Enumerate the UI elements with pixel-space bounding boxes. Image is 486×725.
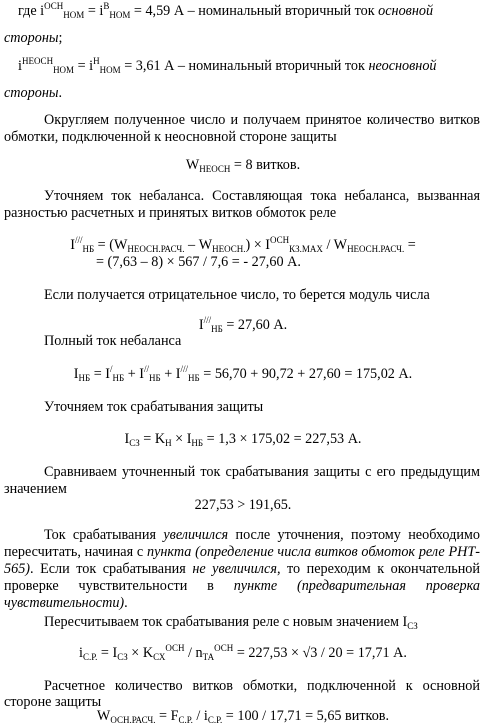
text: – W [184,237,213,253]
text: пересчитать, начиная с [4,544,147,560]
formula-w-aux [0,157,486,174]
paragraph-recalc-line2 [4,544,480,561]
paragraph-modulus: Если получается отрицательное число, то берется модуль числа [44,287,430,303]
formula-relay-trip [0,645,486,662]
text: проверке чувствительности в [4,578,234,594]
paragraph-trip-current: Уточняем ток срабатывания защиты [44,399,264,415]
subscript: КЗ.MAX [289,244,323,254]
paragraph-unbalance-line1: Уточняем ток небаланса. Составляющая тока небаланса, вызванная [44,188,480,204]
superscript: /// [203,315,212,325]
text: / W [322,237,348,253]
italic-text: увеличился [163,527,229,543]
subscript: С.Р. [207,715,223,725]
subscript: СЗ [407,621,418,631]
italic-text: стороны [4,85,59,101]
text: i [79,645,83,661]
subscript: С.Р. [82,652,98,662]
text: W [96,708,111,724]
paragraph-relay-trip [44,614,418,631]
text: / n [184,645,203,661]
paragraph-recalc-line3 [4,561,480,578]
text: = I [97,645,118,661]
text: = 100 / 17,71 = 5,65 витков. [222,708,390,724]
subscript: НЕОСН [199,164,231,174]
formula-unbalance-value: = (7,63 – 8) × 567 / 7,6 = - 27,60 А. [96,254,301,270]
text: , то переходим к окончательной [276,561,480,577]
text: = 4,59 А – номинальный вторичный ток [130,3,379,19]
subscript: НБ [78,373,91,383]
subscript: НБ [188,373,200,383]
line-side-aux [4,85,62,102]
line-nominal-current-main [18,3,433,20]
paragraph-compare-line2: значением [4,481,67,497]
text: . [124,595,128,611]
text: + I [124,366,145,382]
subscript: СХ [153,652,166,662]
superscript: В [103,1,110,11]
superscript: / [110,364,113,374]
text: I [124,431,130,447]
superscript: Н [93,56,100,66]
text: = 3,61 А – номинальный вторичный ток [120,58,369,74]
subscript: Н [165,438,172,448]
text: I [198,317,204,333]
italic-text: пункте (предварительная проверка [233,578,480,594]
subscript: НЕОСН. [212,244,246,254]
formula-compare: 227,53 > 191,65. [194,497,292,513]
subscript: НБ [149,373,161,383]
text: = K [139,431,166,447]
subscript: НОМ [109,10,131,20]
superscript: /// [180,364,189,374]
italic-text: неосновной [368,58,437,74]
subscript: НЕОСН.РАСЧ. [127,244,185,254]
superscript: /// [74,235,83,245]
text: . Если ток срабатывания [30,561,193,577]
italic-text: пункта (определение числа витков обмоток реле РНТ- [146,544,480,560]
text: = 227,53 × √3 / 20 = 17,71 А. [233,645,407,661]
subscript: НЕОСН.РАСЧ. [347,244,405,254]
italic-text: стороны [4,30,59,46]
italic-text: чувствительности) [4,595,125,611]
superscript: // [144,364,150,374]
text: = 1,3 × 175,02 = 227,53 А. [203,431,362,447]
superscript: НЕОСН [21,56,54,66]
paragraph-full-unbalance: Полный ток небаланса [44,333,182,349]
text: I [70,237,75,253]
formula-turns-main [0,708,486,725]
subscript: ТА [202,652,215,662]
italic-text: не увеличился [192,561,277,577]
text: = (W [94,237,128,253]
formula-unbalance-abs [0,317,486,334]
paragraph-compare-line1: Сравниваем уточненный ток срабатывания защиты с его предыдущим [44,464,480,480]
paragraph-round-line1: Округляем полученное число и получаем принятое количество витков [44,112,480,128]
subscript: НОМ [53,65,75,75]
text: ; [58,30,63,46]
text: = i [74,58,94,74]
subscript: НБ [191,438,204,448]
subscript: ОСН.РАСЧ. [110,715,156,725]
paragraph-recalc-line4 [4,578,480,595]
text: = 8 витков. [230,157,301,173]
text: / i [192,708,208,724]
superscript: ОСН [44,1,64,11]
text: W [185,157,200,173]
italic-text: основной [378,3,434,19]
text: = I [90,366,110,382]
text: = 56,70 + 90,72 + 27,60 = 175,02 А. [199,366,413,382]
paragraph-round-line2: обмотки, подключенной к неосновной стороне защиты [4,129,337,145]
formula-trip-current [0,431,486,448]
text: Пересчитываем ток срабатывания реле с новым значением I [44,614,408,630]
subscript: СЗ [129,438,140,448]
text: = F [155,708,179,724]
paragraph-recalc-line1 [44,527,480,544]
text: + I [160,366,181,382]
text: после уточнения, поэтому необходимо [228,527,480,543]
text: × K [127,645,154,661]
line-side-main [4,30,62,47]
text: I [73,366,79,382]
subscript: НБ [112,373,125,383]
paragraph-turns-line2: стороне защиты [4,694,102,710]
paragraph-unbalance-line2: разностью расчетных и принятых витков обмоток реле [4,205,337,221]
text: = i [84,3,104,19]
superscript: ОСН [270,235,290,245]
superscript: ОСН [214,643,234,653]
text: i [18,58,22,74]
subscript: НБ [211,324,223,334]
text: × I [171,431,192,447]
formula-full-unbalance [0,366,486,383]
italic-text: 565) [4,561,31,577]
text: . [58,85,63,101]
superscript: ОСН [165,643,185,653]
paragraph-turns-line1: Расчетное количество витков обмотки, подключенной к основной [44,678,480,694]
subscript: СЗ [117,652,128,662]
subscript: НБ [82,244,95,254]
text: ) × I [245,237,270,253]
subscript: НОМ [99,65,121,75]
formula-unbalance-part3 [0,237,486,254]
subscript: С.Р. [178,715,193,725]
paragraph-recalc-line5 [4,595,128,612]
text: где i [18,3,45,19]
text: = 27,60 А. [222,317,288,333]
subscript: НОМ [63,10,85,20]
text: = [404,237,416,253]
line-nominal-current-aux [18,58,437,75]
text: Ток срабатывания [44,527,164,543]
